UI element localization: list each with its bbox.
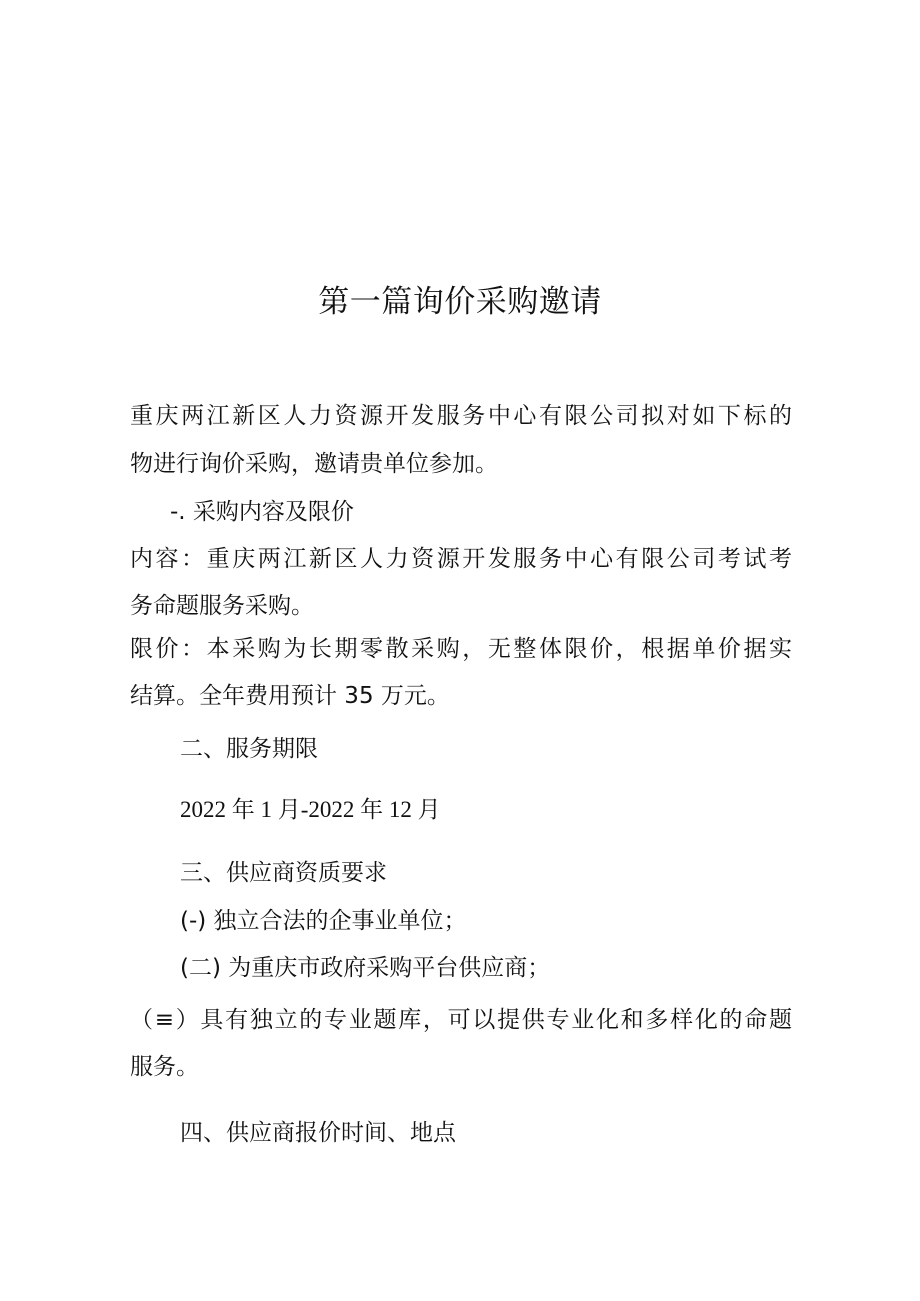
intro-line-2: 物进行询价采购，邀请贵单位参加。	[130, 451, 498, 477]
service-period: 2022 年 1 月-2022 年 12 月	[180, 797, 441, 822]
section-4-heading: 四、供应商报价时间、地点	[180, 1120, 456, 1146]
intro-line-1: 重庆两江新区人力资源开发服务中心有限公司拟对如下标的	[130, 403, 792, 429]
section-1-heading: -. 采购内容及限价	[170, 499, 354, 525]
content-line-2: 务命题服务采购。	[130, 593, 314, 619]
page-title: 第一篇询价采购邀请	[318, 284, 602, 320]
qualification-item-1: (-) 独立合法的企事业单位；	[180, 908, 467, 934]
limit-line-2: 结算。全年费用预计 35 万元。	[130, 683, 450, 709]
qualification-item-2: (二) 为重庆市政府采购平台供应商；	[180, 955, 551, 981]
qualification-item-3-line-1: （≡）具有独立的专业题库，可以提供专业化和多样化的命题	[130, 1007, 792, 1033]
limit-line-1: 限价：本采购为长期零散采购，无整体限价，根据单价据实	[130, 636, 792, 662]
qualification-item-3-line-2: 服务。	[130, 1054, 199, 1080]
content-line-1: 内容：重庆两江新区人力资源开发服务中心有限公司考试考	[130, 546, 792, 572]
section-3-heading: 三、供应商资质要求	[180, 860, 387, 886]
section-2-heading: 二、服务期限	[180, 736, 318, 762]
